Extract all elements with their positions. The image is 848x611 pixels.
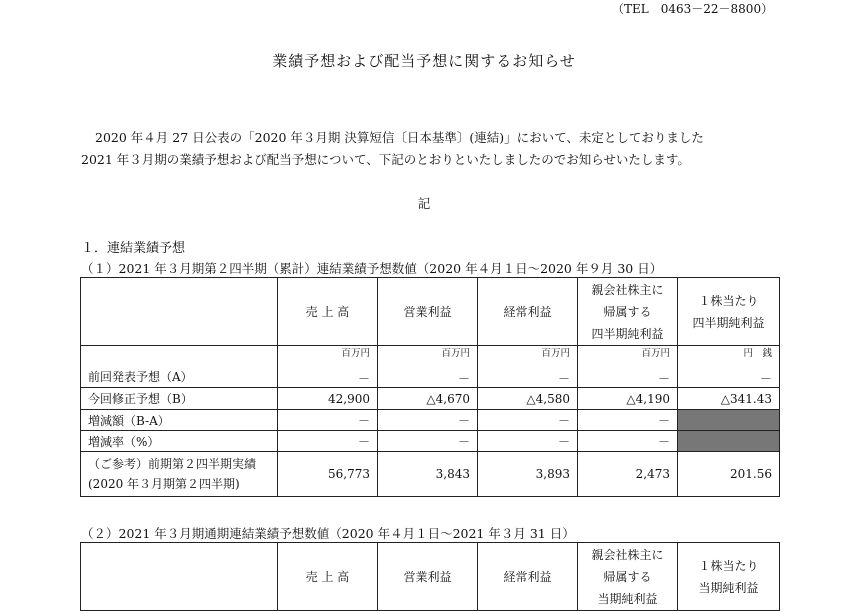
table-row [81, 346, 780, 388]
row-label: 前回発表予想（A） [81, 346, 278, 388]
tel-number: （TEL 0463－22－8800） [612, 2, 774, 16]
value-cell: － [278, 431, 378, 452]
value-cell: 201.56 [678, 452, 780, 497]
value-cell: 百万円 － [378, 346, 478, 388]
value-cell: 円 銭 － [678, 346, 780, 388]
intro-line-2: 2021 年３月期の業績予想および配当予想について、下記のとおりといたしましたのでお知らせいたします。 [81, 152, 690, 167]
value-cell: △4,670 [378, 388, 478, 410]
corner-cell [81, 543, 278, 611]
value-cell: △4,580 [478, 388, 578, 410]
value-cell: － [578, 431, 678, 452]
value-cell: 百万円 － [478, 346, 578, 388]
corner-cell [81, 278, 278, 346]
value-cell: △4,190 [578, 388, 678, 410]
value-cell: 56,773 [278, 452, 378, 497]
ki-marker: 記 [417, 196, 431, 211]
header-eps: １株当たり 当期純利益 [678, 543, 780, 611]
value-cell: － [578, 410, 678, 431]
header-operating-income: 営業利益 [378, 543, 478, 611]
row-label: （ご参考）前期第２四半期実績 (2020 年３月期第２四半期) [81, 452, 278, 497]
table1-caption: （１）2021 年３月期第２四半期（累計）連結業績予想数値（2020 年４月１日～2020 年９月 30 日） [81, 261, 663, 276]
value-cell: △341.43 [678, 388, 780, 410]
header-ordinary-income: 経常利益 [478, 543, 578, 611]
row-label: 今回修正予想（B） [81, 388, 278, 410]
forecast-table-q2 [80, 277, 780, 497]
shaded-cell [678, 431, 780, 452]
table-row [81, 431, 780, 452]
header-sales: 売 上 高 [278, 278, 378, 346]
table-row [81, 410, 780, 431]
value-cell: 3,843 [378, 452, 478, 497]
value-cell: － [378, 410, 478, 431]
forecast-table-full-year [80, 542, 780, 611]
value-cell: 3,893 [478, 452, 578, 497]
value-cell: 百万円 － [578, 346, 678, 388]
value-cell: － [378, 431, 478, 452]
shaded-cell [678, 410, 780, 431]
header-eps: １株当たり 四半期純利益 [678, 278, 780, 346]
page-title: 業績予想および配当予想に関するお知らせ [272, 52, 576, 70]
value-cell: 2,473 [578, 452, 678, 497]
row-label: 増減額（B-A） [81, 410, 278, 431]
header-net-income: 親会社株主に 帰属する 当期純利益 [578, 543, 678, 611]
intro-line-1: 2020 年４月 27 日公表の「2020 年３月期 決算短信〔日本基準〕(連結)」において、未定としておりました [95, 130, 704, 145]
table-row [81, 388, 780, 410]
value-cell: － [278, 410, 378, 431]
table2-caption: （２）2021 年３月期通期連結業績予想数値（2020 年４月１日～2021 年３月 31 日） [81, 526, 575, 541]
row-label: 増減率（%） [81, 431, 278, 452]
header-sales: 売 上 高 [278, 543, 378, 611]
value-cell: － [478, 431, 578, 452]
header-operating-income: 営業利益 [378, 278, 478, 346]
value-cell: 百万円 － [278, 346, 378, 388]
section-heading: １．連結業績予想 [81, 241, 186, 256]
value-cell: － [478, 410, 578, 431]
header-ordinary-income: 経常利益 [478, 278, 578, 346]
header-net-income: 親会社株主に 帰属する 四半期純利益 [578, 278, 678, 346]
table-row [81, 452, 780, 497]
value-cell: 42,900 [278, 388, 378, 410]
